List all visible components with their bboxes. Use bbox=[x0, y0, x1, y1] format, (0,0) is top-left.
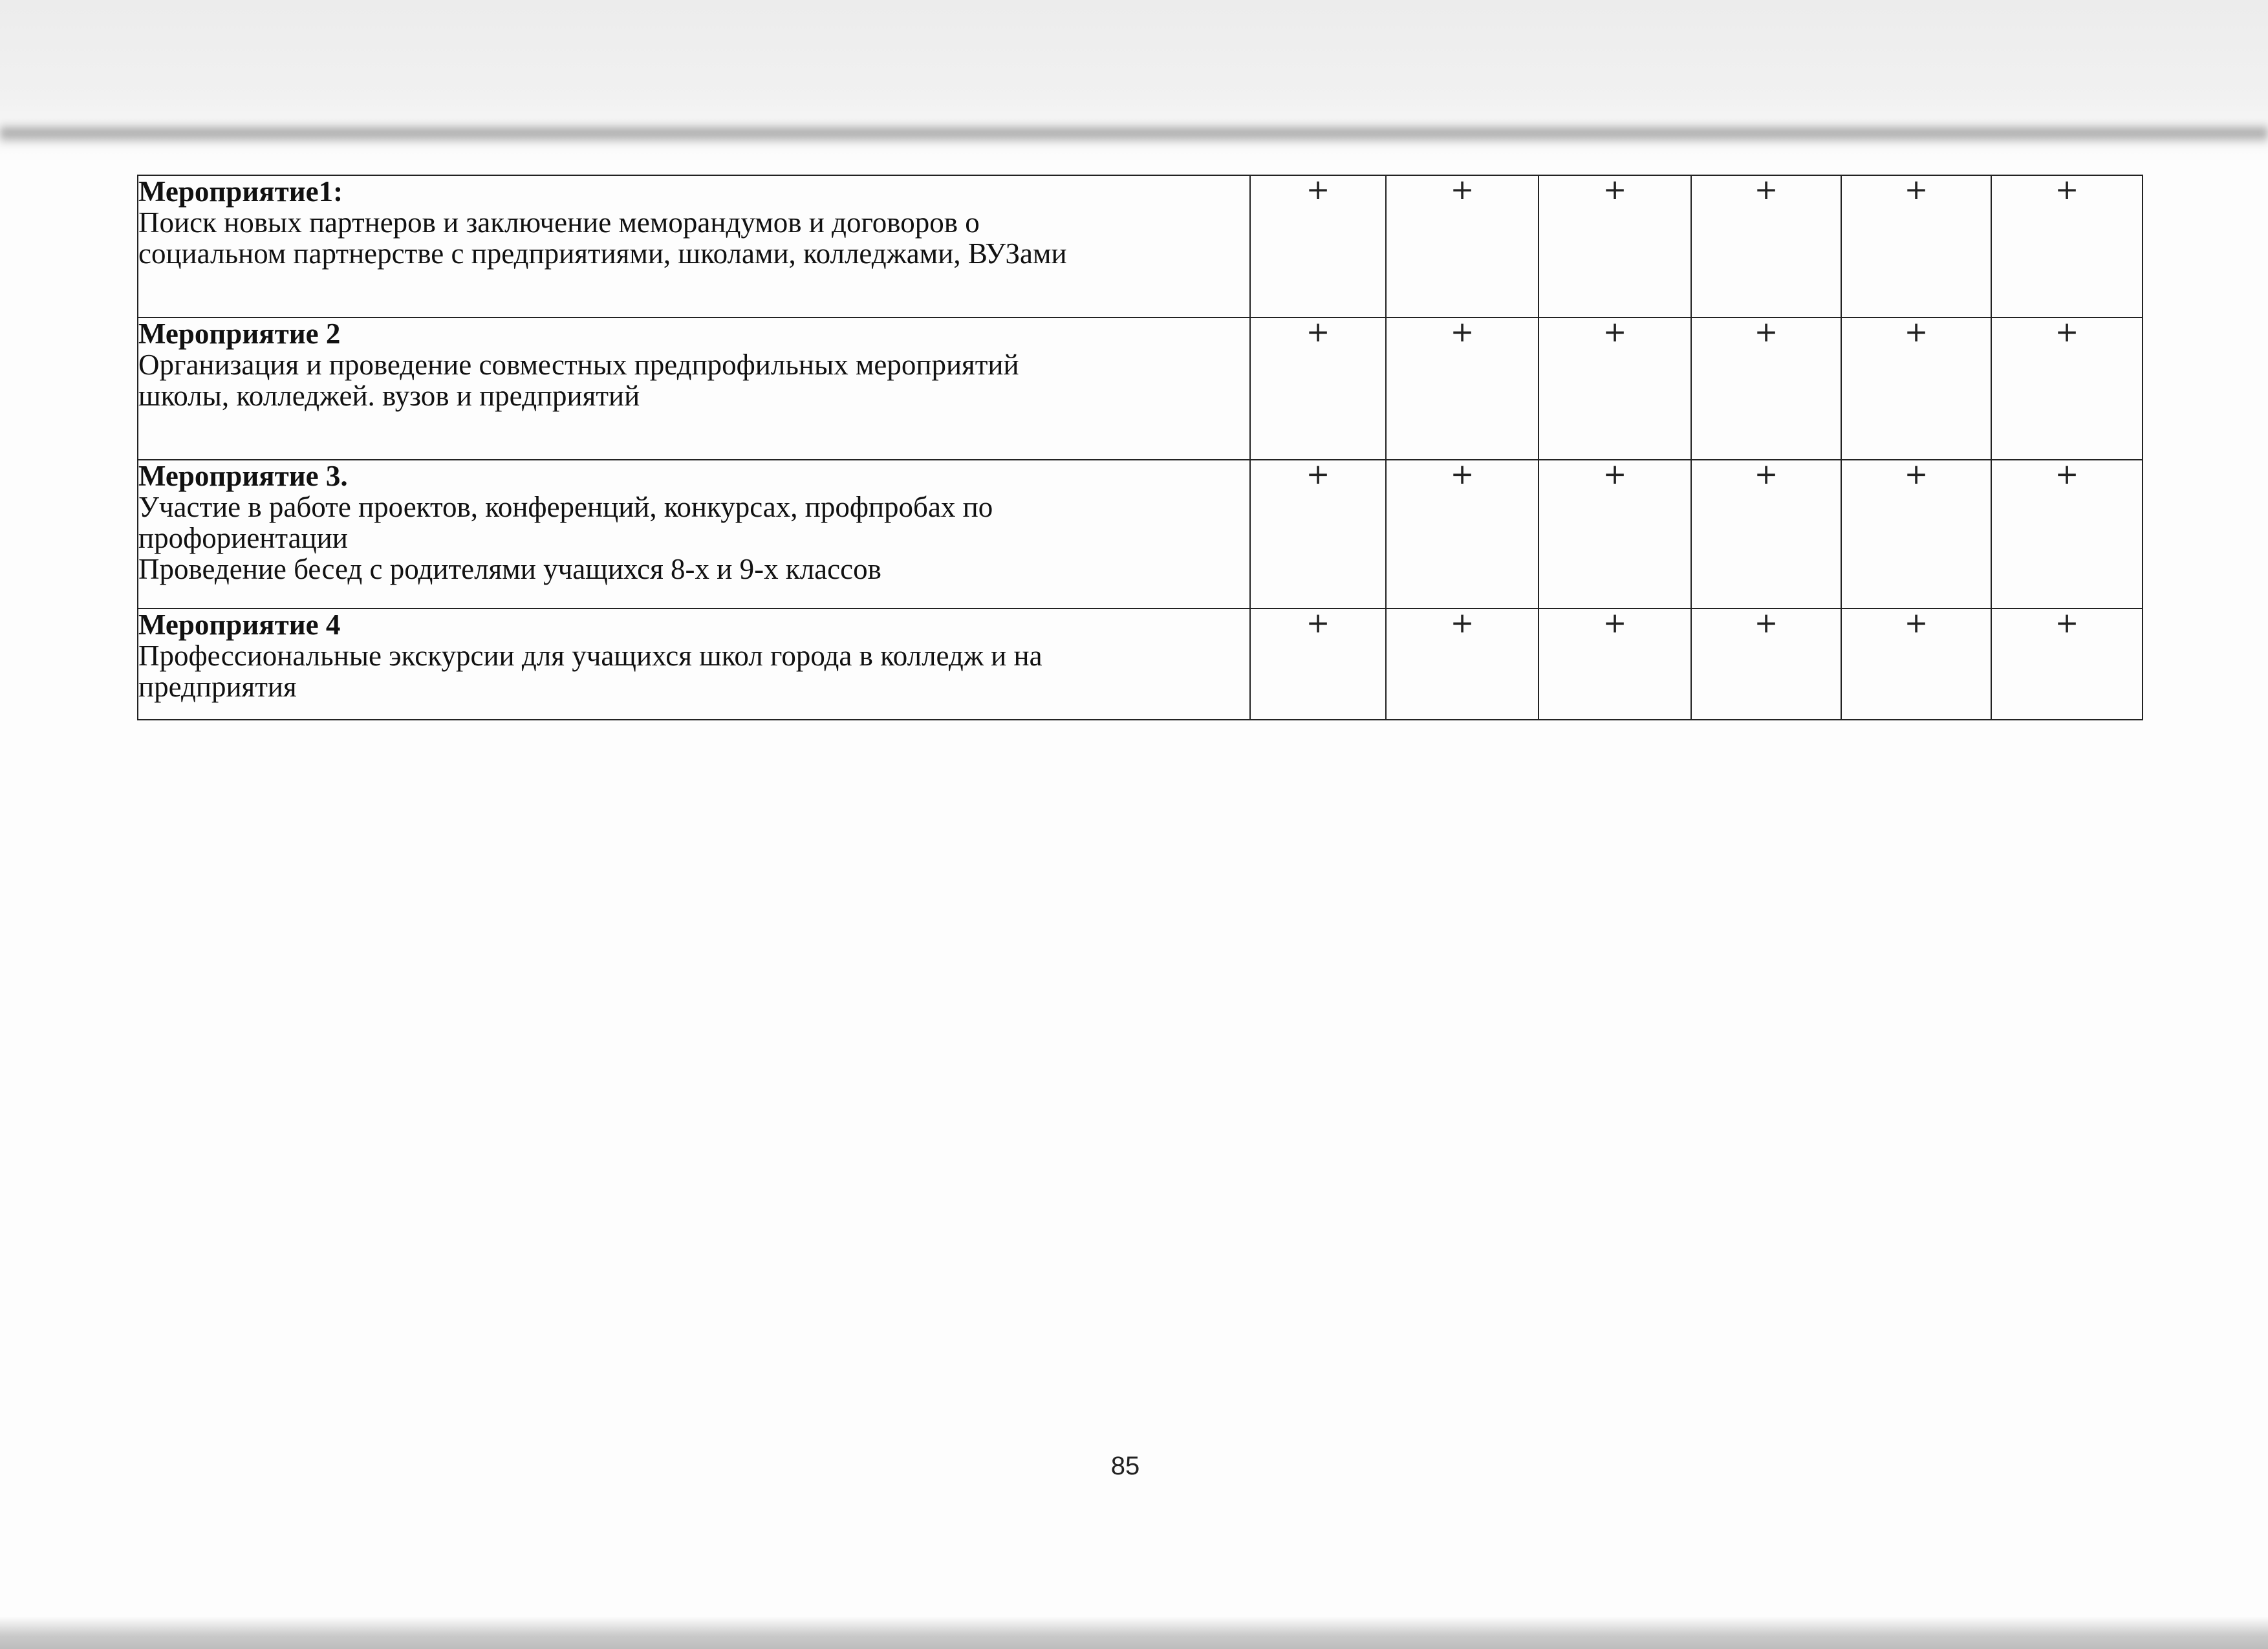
plus-mark-cell: + bbox=[1691, 175, 1841, 318]
plus-mark-cell: + bbox=[1841, 175, 1991, 318]
plus-mark-cell: + bbox=[1539, 460, 1691, 609]
activity-text-line: Проведение бесед с родителями учащихся 8-х и 9-х классов bbox=[138, 553, 881, 585]
activity-text-line: Организация и проведение совместных предпрофильных мероприятий bbox=[138, 349, 1019, 381]
table-row bbox=[138, 460, 2143, 609]
activity-text-line: школы, колледжей. вузов и предприятий bbox=[138, 380, 640, 412]
plus-mark-cell: + bbox=[1991, 460, 2143, 609]
plus-mark-cell: + bbox=[1991, 175, 2143, 318]
activity-description-cell bbox=[138, 460, 1250, 609]
plus-mark-cell: + bbox=[1250, 175, 1386, 318]
scan-shadow-bottom bbox=[0, 1617, 2268, 1649]
plus-mark-cell: + bbox=[1539, 609, 1691, 720]
activity-text-line: Поиск новых партнеров и заключение меморандумов и договоров о bbox=[138, 206, 980, 239]
activity-description-cell bbox=[138, 609, 1250, 720]
plus-mark-cell: + bbox=[1539, 318, 1691, 460]
table-row bbox=[138, 175, 2143, 318]
plus-mark-cell: + bbox=[1250, 318, 1386, 460]
activity-text-line: социальном партнерстве с предприятиями, школами, колледжами, ВУЗами bbox=[138, 237, 1067, 270]
activity-title: Мероприятие 4 bbox=[138, 609, 341, 641]
activities-table bbox=[137, 175, 2143, 720]
plus-mark-cell: + bbox=[1250, 609, 1386, 720]
activity-text-line: Профессиональные экскурсии для учащихся школ города в колледж и на bbox=[138, 640, 1042, 672]
plus-mark-cell: + bbox=[1539, 175, 1691, 318]
activity-description-cell bbox=[138, 175, 1250, 318]
plus-mark-cell: + bbox=[1386, 318, 1539, 460]
table-row bbox=[138, 318, 2143, 460]
plus-mark-cell: + bbox=[1991, 609, 2143, 720]
plus-mark-cell: + bbox=[1991, 318, 2143, 460]
activity-title: Мероприятие 3. bbox=[138, 460, 348, 492]
plus-mark-cell: + bbox=[1386, 175, 1539, 318]
activity-text-line: предприятия bbox=[138, 671, 297, 703]
plus-mark-cell: + bbox=[1691, 318, 1841, 460]
scan-fold-line bbox=[0, 123, 2268, 145]
page-number: 85 bbox=[1110, 1452, 1140, 1480]
plus-mark-cell: + bbox=[1386, 609, 1539, 720]
plus-mark-cell: + bbox=[1386, 460, 1539, 609]
plus-mark-cell: + bbox=[1841, 318, 1991, 460]
activity-text-line: Участие в работе проектов, конференций, конкурсах, профпробах по bbox=[138, 491, 993, 523]
activity-text-line: профориентации bbox=[138, 522, 348, 554]
table-row bbox=[138, 609, 2143, 720]
plus-mark-cell: + bbox=[1841, 609, 1991, 720]
activity-description-cell bbox=[138, 318, 1250, 460]
activity-title: Мероприятие1: bbox=[138, 175, 343, 208]
plus-mark-cell: + bbox=[1691, 609, 1841, 720]
activity-title: Мероприятие 2 bbox=[138, 318, 341, 350]
plus-mark-cell: + bbox=[1250, 460, 1386, 609]
plus-mark-cell: + bbox=[1841, 460, 1991, 609]
plus-mark-cell: + bbox=[1691, 460, 1841, 609]
